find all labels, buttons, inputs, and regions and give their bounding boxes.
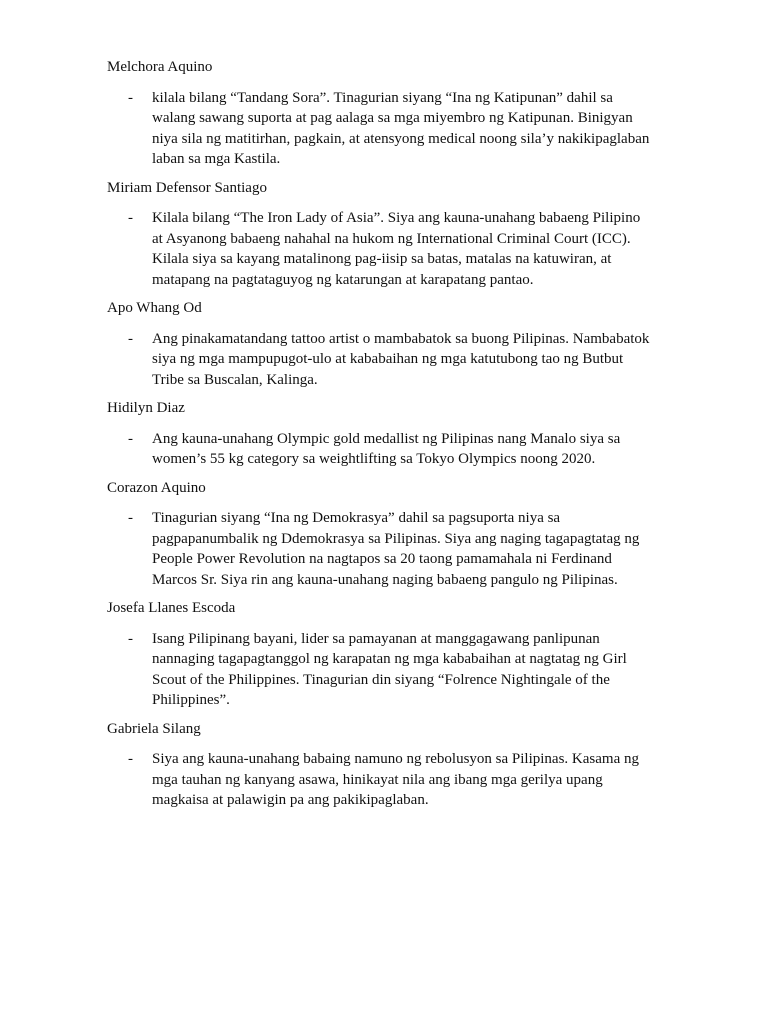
entry-description [107, 88, 652, 170]
entry-name: Apo Whang Od [107, 300, 202, 316]
entry-description [107, 749, 652, 811]
bullet-dash: - [128, 430, 133, 447]
entry-name: Miriam Defensor Santiago [107, 179, 267, 196]
entry-description-text: kilala bilang “Tandang Sora”. Tinagurian siyang “Ina ng Katipunan” dahil sa walang sawang suporta at pag aalaga sa mga miyembro ng Katipunan. Binigyan niya sila ng matitirhan, pagkain, at atensyong medical noong sila’y nakikipaglaban laban sa mga Kastila. [152, 89, 650, 167]
bullet-dash: - [128, 510, 133, 526]
entry-name: Melchora Aquino [107, 59, 213, 75]
bullet-dash: - [128, 751, 133, 767]
entry-josefa-llanes-escoda [107, 598, 652, 711]
bullet-dash: - [128, 630, 133, 647]
entry-description-text: Siya ang kauna-unahang babaing namuno ng rebolusyon sa Pilipinas. Kasama ng mga tauhan ng kanyang asawa, hinikayat nila ang ibang mga gerilya upang magkaisa at palawigin pa ang pakikipaglaban. [152, 751, 639, 808]
entry-melchora-aquino [107, 57, 652, 170]
entry-name: Hidilyn Diaz [107, 400, 185, 416]
entry-corazon-aquino [107, 478, 652, 591]
bullet-dash: - [128, 210, 133, 226]
entry-description [107, 429, 652, 470]
entry-description [107, 329, 652, 391]
entry-description [107, 629, 652, 711]
entry-description-text: Ang kauna-unahang Olympic gold medallist ng Pilipinas nang Manalo siya sa women’s 55 kg category sa weightlifting sa Tokyo Olympics noong 2020. [152, 430, 621, 467]
entry-apo-whang-od [107, 298, 652, 390]
entry-description [107, 508, 652, 590]
entry-hidilyn-diaz [107, 398, 652, 470]
document-body [107, 57, 652, 819]
bullet-dash: - [128, 89, 133, 106]
entry-description-text: Ang pinakamatandang tattoo artist o mambabatok sa buong Pilipinas. Nambabatok siya ng mga mampupugot-ulo at kababaihan ng mga katutubong tao ng Butbut Tribe sa Buscalan, Kalinga. [152, 330, 650, 388]
entry-description-text: Tinagurian siyang “Ina ng Demokrasya” dahil sa pagsuporta niya sa pagpapanumbalik ng Ddemokrasya sa Pilipinas. Siya ang naging tagapagtatag ng People Power Revolution na nagtapos sa 20 taong pamamahala ni Ferdinand Marcos Sr. Siya rin ang kauna-unahang naging babaeng pangulo ng Pilipinas. [152, 510, 640, 588]
entry-description-text: Isang Pilipinang bayani, lider sa pamayanan at manggagawang panlipunan nannaging tagapagtanggol ng karapatan ng mga kababaihan at nagtatag ng Girl Scout of the Philippines. Tinagurian din siyang “Folrence Nightingale of the Philippines”. [152, 630, 627, 708]
bullet-dash: - [128, 330, 133, 347]
entry-description-text: Kilala bilang “The Iron Lady of Asia”. Siya ang kauna-unahang babaeng Pilipino at Asyanong babaeng nahahal na hukom ng International Criminal Court (ICC). Kilala siya sa kayang matalinong pag-iisip sa batas, matalas na katuwiran, at matapang na pagtataguyog ng katarungan at karapatang pantao. [152, 210, 641, 288]
entry-gabriela-silang [107, 719, 652, 811]
entry-miriam-defensor-santiago [107, 178, 652, 291]
entry-description [107, 208, 652, 290]
entry-name: Corazon Aquino [107, 479, 206, 496]
entry-name: Josefa Llanes Escoda [107, 600, 236, 616]
entry-name: Gabriela Silang [107, 720, 201, 737]
